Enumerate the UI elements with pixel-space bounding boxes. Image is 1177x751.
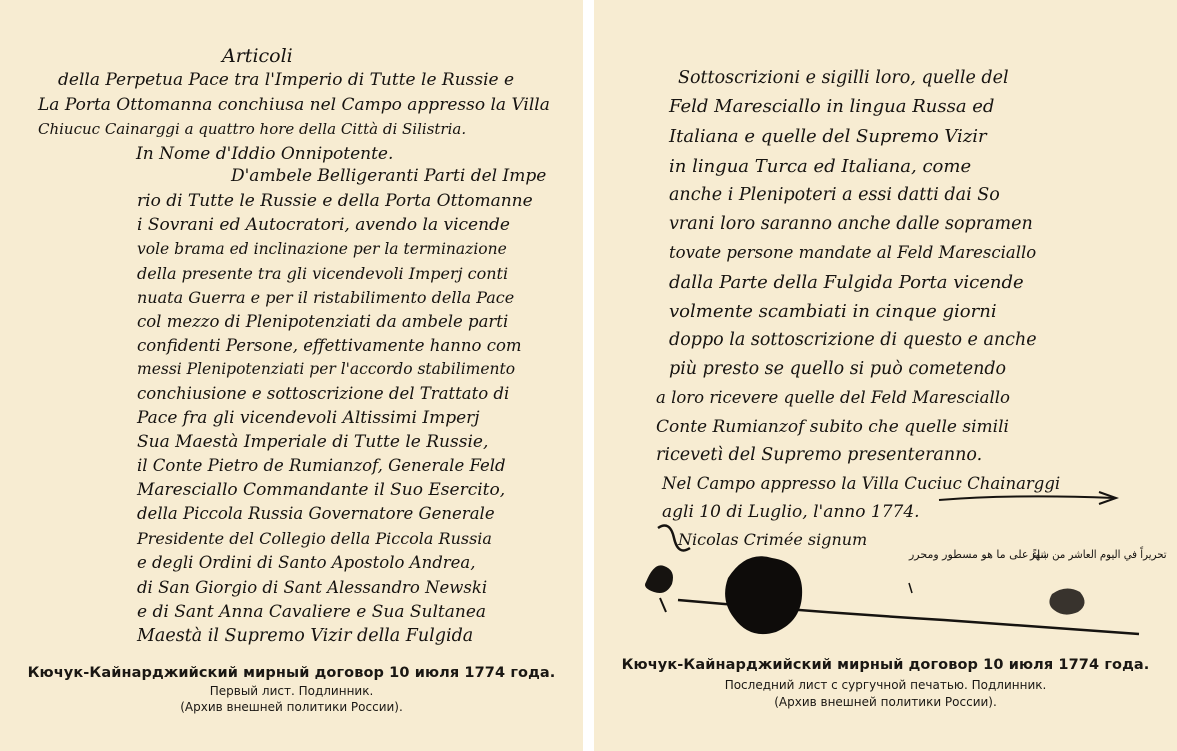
manuscript-line: Maestà il Supremo Vizir della Fulgida: [137, 626, 474, 646]
ottoman-seal-stamp: [1049, 588, 1084, 614]
manuscript-line: e degli Ordini di Santo Apostolo Andrea,: [137, 553, 476, 572]
manuscript-line: rio di Tutte le Russie e della Porta Ottomanne: [137, 191, 533, 211]
manuscript-line: volmente scambiati in cinque giorni: [669, 301, 997, 322]
manuscript-line: della Piccola Russia Governatore Generale: [137, 504, 495, 523]
manuscript-line: nuata Guerra e per il ristabilimento della Pace: [137, 288, 515, 307]
manuscript-line: D'ambele Belligeranti Parti del Impe: [231, 166, 547, 186]
signatures-and-wax-seal: [594, 0, 1177, 751]
manuscript-line: i Sovrani ed Autocratori, avendo la vicende: [137, 215, 510, 235]
manuscript-line: Italiana e quelle del Supremo Vizir: [669, 126, 987, 147]
manuscript-line: messi Plenipotenziati per l'accordo stabilimento: [137, 360, 516, 378]
manuscript-line: Feld Maresciallo in lingua Russa ed: [669, 96, 995, 117]
manuscript-line: col mezzo di Plenipotenziati da ambele parti: [137, 312, 509, 331]
manuscript-line: ricevetì del Supremo presenteranno.: [656, 445, 983, 465]
manuscript-line: Pace fra gli vicendevoli Altissimi Imperj: [137, 408, 480, 428]
manuscript-line: Nel Campo appresso la Villa Cuciuc Chainarggi: [662, 474, 1061, 493]
manuscript-line: vrani loro saranno anche dalle sopramen: [669, 214, 1033, 234]
manuscript-line: anche i Plenipoteri a essi datti dai So: [669, 185, 1000, 205]
manuscript-line: La Porta Ottomanna conchiusa nel Campo appresso la Villa: [38, 95, 550, 115]
manuscript-line: Chiucuc Cainarggi a quattro hore della Città di Silistria.: [38, 120, 467, 138]
manuscript-line: della Perpetua Pace tra l'Imperio di Tutte le Russie e: [58, 70, 515, 90]
manuscript-line: conchiusione e sottoscrizione del Trattato di: [137, 384, 510, 403]
manuscript-line: confidenti Persone, effettivamente hanno com: [137, 336, 522, 355]
manuscript-line: dalla Parte della Fulgida Porta vicende: [669, 272, 1024, 293]
manuscript-line: Sottoscrizioni e sigilli loro, quelle del: [678, 68, 1009, 88]
manuscript-line: agli 10 di Luglio, l'anno 1774.: [662, 502, 920, 522]
manuscript-line: Maresciallo Commandante il Suo Esercito,: [137, 480, 506, 500]
manuscript-line: in lingua Turca ed Italiana, come: [669, 156, 972, 177]
manuscript-line: Sua Maestà Imperiale di Tutte le Russie,: [137, 432, 489, 452]
ink-blot-mark: [645, 565, 673, 593]
article-heading: Articoli: [222, 45, 293, 67]
ink-blot-tail: [660, 598, 666, 612]
date-underline: [939, 496, 1114, 500]
manuscript-line: Presidente del Collegio della Piccola Russia: [137, 529, 492, 548]
manuscript-line: a loro ricevere quelle del Feld Maresciallo: [656, 388, 1010, 407]
caption-sheet-label: Первый лист. Подлинник.: [209, 684, 374, 698]
caption-archive-label: (Архив внешней политики России).: [180, 700, 403, 714]
manuscript-line: Conte Rumianzof subito che quelle simili: [656, 417, 1009, 437]
ink-mark: [909, 583, 912, 593]
caption-archive-label: (Архив внешней политики России).: [774, 695, 997, 709]
manuscript-line: di San Giorgio di Sant Alessandro Newski: [137, 578, 488, 597]
manuscript-line: il Conte Pietro de Rumianzof, Generale Feld: [137, 456, 506, 475]
document-page-first: [0, 0, 583, 751]
manuscript-line: vole brama ed inclinazione per la terminazione: [137, 240, 507, 258]
manuscript-line: più presto se quello si può cometendo: [669, 359, 1007, 379]
caption-title: Кючук-Кайнарджийский мирный договор 10 июля 1774 года.: [621, 657, 1150, 673]
manuscript-line: doppo la sottoscrizione di questo e anche: [669, 330, 1037, 350]
manuscript-line: e di Sant Anna Cavaliere e Sua Sultanea: [137, 602, 487, 622]
manuscript-line: tovate persone mandate al Feld Maresciallo: [669, 243, 1037, 262]
invocation-line: In Nome d'Iddio Onnipotente.: [136, 144, 394, 164]
ottoman-signature-1: بناءً على ما هو مسطور ومحرر: [909, 548, 1047, 561]
russian-signature: Nicolas Crimée signum: [678, 530, 868, 549]
wax-seal: [725, 556, 802, 634]
document-page-last: [594, 0, 1177, 751]
caption-sheet-label: Последний лист с сургучной печатью. Подлинник.: [724, 678, 1047, 692]
caption-title: Кючук-Кайнарджийский мирный договор 10 июля 1774 года.: [27, 665, 556, 681]
ottoman-signature-2: تحريراً في اليوم العاشر من شهر: [1030, 548, 1167, 561]
manuscript-line: della presente tra gli vicendevoli Imperj conti: [137, 264, 509, 283]
